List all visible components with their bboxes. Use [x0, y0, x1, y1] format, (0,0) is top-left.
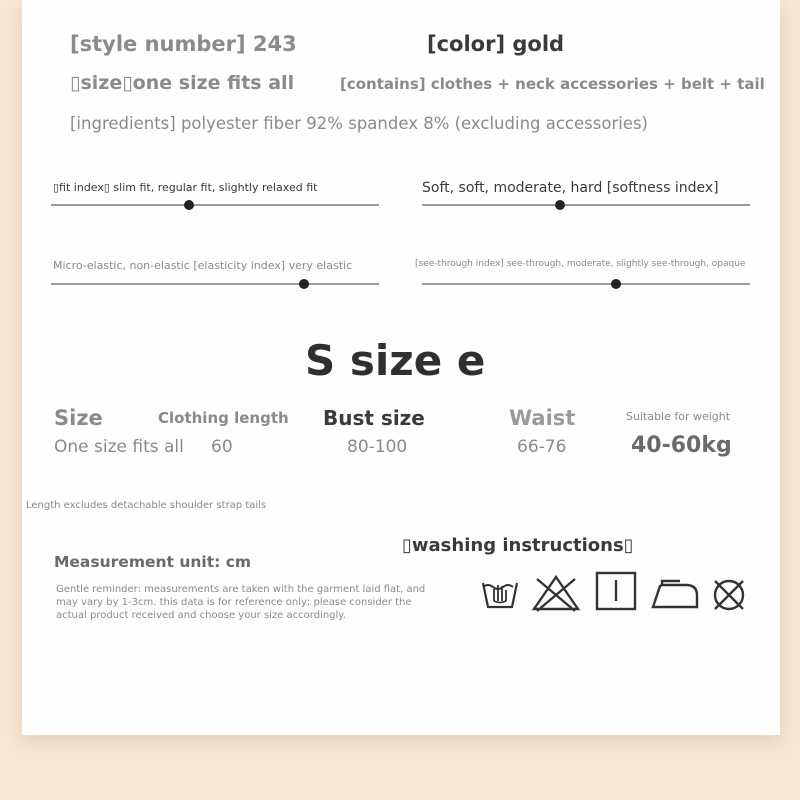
- elasticity-index-slider: [51, 283, 379, 285]
- tumble-dry-icon: [595, 571, 637, 613]
- color-info: [color] gold: [427, 32, 565, 56]
- elasticity-index-knob: [299, 279, 309, 289]
- fit-index-knob: [184, 200, 194, 210]
- softness-index-knob: [555, 200, 565, 210]
- see-through-index-slider: [422, 283, 750, 285]
- measurement-unit: Measurement unit: cm: [54, 553, 252, 571]
- ingredients-info: [ingredients] polyester fiber 92% spandex 8% (excluding accessories): [70, 114, 648, 133]
- table-header-clothing-length: Clothing length: [158, 409, 289, 427]
- size-info: ▯size▯one size fits all: [70, 72, 295, 94]
- elasticity-index-label: Micro-elastic, non-elastic [elasticity index] very elastic: [53, 259, 353, 272]
- softness-index-label: Soft, soft, moderate, hard [softness index]: [422, 180, 719, 196]
- fit-index-label: ▯fit index▯ slim fit, regular fit, slightly relaxed fit: [53, 181, 318, 194]
- reminder-line-3: actual product received and choose your size accordingly.: [56, 610, 346, 621]
- see-through-index-label: [see-through index] see-through, moderate, slightly see-through, opaque: [415, 259, 746, 269]
- reminder-line-2: may vary by 1-3cm. this data is for reference only; please consider the: [56, 597, 412, 608]
- length-note: Length excludes detachable shoulder strap tails: [26, 500, 267, 511]
- see-through-index-knob: [611, 279, 621, 289]
- table-header-weight: Suitable for weight: [626, 410, 731, 423]
- contains-info: [contains] clothes + neck accessories + belt + tail: [340, 75, 765, 93]
- table-cell-weight: 40-60kg: [631, 433, 732, 458]
- softness-index-slider: [422, 204, 750, 206]
- table-header-size: Size: [54, 406, 103, 430]
- size-title: S size e: [305, 336, 486, 385]
- do-not-dry-clean-icon: [710, 576, 748, 614]
- table-cell-bust: 80-100: [347, 437, 408, 457]
- table-cell-waist: 66-76: [517, 437, 567, 457]
- reminder-line-1: Gentle reminder: measurements are taken with the garment laid flat, and: [56, 584, 426, 595]
- fit-index-slider: [51, 204, 379, 206]
- table-header-bust-size: Bust size: [323, 406, 425, 430]
- table-cell-length: 60: [211, 437, 233, 457]
- washing-instructions-title: ▯washing instructions▯: [402, 535, 634, 556]
- table-header-waist: Waist: [509, 406, 576, 430]
- style-number: [style number] 243: [70, 32, 297, 56]
- low-iron-icon: [650, 573, 700, 613]
- table-cell-size: One size fits all: [54, 437, 184, 457]
- do-not-bleach-icon: [531, 573, 581, 613]
- hand-wash-icon: [480, 573, 520, 613]
